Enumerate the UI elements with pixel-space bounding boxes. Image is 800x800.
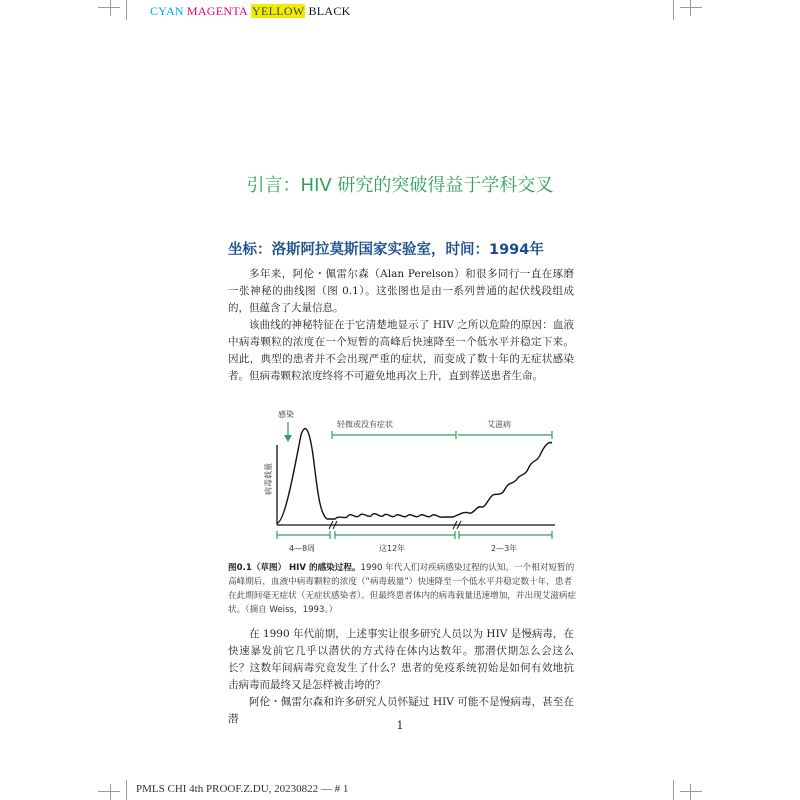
crop-mark-bl-v2 xyxy=(110,784,111,800)
figure-label-aids: 艾滋病 xyxy=(487,420,511,429)
figure-label-weeks: 4—8周 xyxy=(289,544,316,553)
color-yellow-label: YELLOW xyxy=(252,4,305,18)
page-number: 1 xyxy=(396,719,404,732)
viral-load-curve xyxy=(277,429,552,523)
crop-mark-bl-v xyxy=(126,780,127,800)
infection-arrowhead-icon xyxy=(284,435,292,442)
section-heading: 坐标：洛斯阿拉莫斯国家实验室，时间：1994年 xyxy=(228,242,544,258)
color-separation-bar xyxy=(150,4,354,19)
paragraph-4: 阿伦・佩雷尔森和许多研究人员怀疑过 HIV 可能不是慢病毒，甚至在潜 xyxy=(228,696,574,725)
crop-mark-br-v2 xyxy=(690,784,691,800)
crop-mark-br-h xyxy=(680,791,702,792)
crop-mark-br-v xyxy=(673,780,674,800)
figure-label-infection: 感染 xyxy=(278,410,294,419)
crop-mark-tl-v2 xyxy=(110,0,111,16)
figure-ylabel: 病毒载量 xyxy=(264,463,273,495)
hiv-infection-figure xyxy=(255,405,565,555)
figure-label-mild: 轻微或没有症状 xyxy=(337,420,393,429)
color-magenta-label: MAGENTA xyxy=(186,4,249,18)
crop-mark-tl-v xyxy=(126,0,127,20)
crop-mark-tr-v xyxy=(673,0,674,20)
intro-paragraphs xyxy=(228,266,574,385)
body-paragraphs xyxy=(228,626,574,728)
figure-label-years23: 2—3年 xyxy=(491,544,518,553)
paragraph-3: 在 1990 年代前期，上述事实让很多研究人员以为 HIV 是慢病毒，在快速暴发前它几乎以潜伏的方式待在体内达数年。那潜伏期怎么会这么长？这数年间病毒究竟发生了什么？患者的免疫系统初始是如何有效地抗击病毒而最终又是怎样被击垮的？ xyxy=(228,628,574,691)
crop-mark-tl-h xyxy=(98,7,120,8)
figure-label-years12: 这12年 xyxy=(379,544,406,553)
proof-footer: PMLS CHI 4th PROOF.Z.DU, 20230822 — # 1 xyxy=(136,783,349,795)
crop-mark-bl-h xyxy=(98,791,120,792)
chapter-title: 引言：HIV 研究的突破得益于学科交叉 xyxy=(246,175,554,196)
paragraph-1: 多年来，阿伦・佩雷尔森（Alan Perelson）和很多同行一直在琢磨一张神秘的曲线图（图 0.1）。这张图也是由一系列普通的起伏线段组成的，但蕴含了大量信息。 xyxy=(228,268,574,314)
caption-bold: HIV 的感染过程。 xyxy=(288,563,361,573)
caption-label: 图0.1（草图） xyxy=(228,563,287,573)
color-cyan-label: CYAN xyxy=(150,4,184,18)
color-black-label: BLACK xyxy=(308,4,351,18)
paragraph-2: 该曲线的神秘特征在于它清楚地显示了 HIV 之所以危险的原因：血液中病毒颗粒的浓度在一个短暂的高峰后快速降至一个低水平并稳定下来。因此，典型的患者并不会出现严重的症状，而变成了数十年的无症状感染者。但病毒颗粒浓度终将不可避免地再次上升，直到葬送患者生命。 xyxy=(228,319,574,382)
caption-text: 1990 年代人们对疾病感染过程的认知。一个相对短暂的高峰期后，血液中病毒颗粒的浓度（“病毒载量”）快速降至一个低水平并稳定数十年，患者在此期间毫无症状（无症状感染者）。但最终患者体内的病毒载量迅速增加，并出现艾滋病症状。（摘自 Weiss，1993。） xyxy=(228,563,577,615)
figure-caption xyxy=(228,561,578,617)
crop-mark-tr-v2 xyxy=(690,0,691,16)
crop-mark-tr-h xyxy=(680,7,702,8)
